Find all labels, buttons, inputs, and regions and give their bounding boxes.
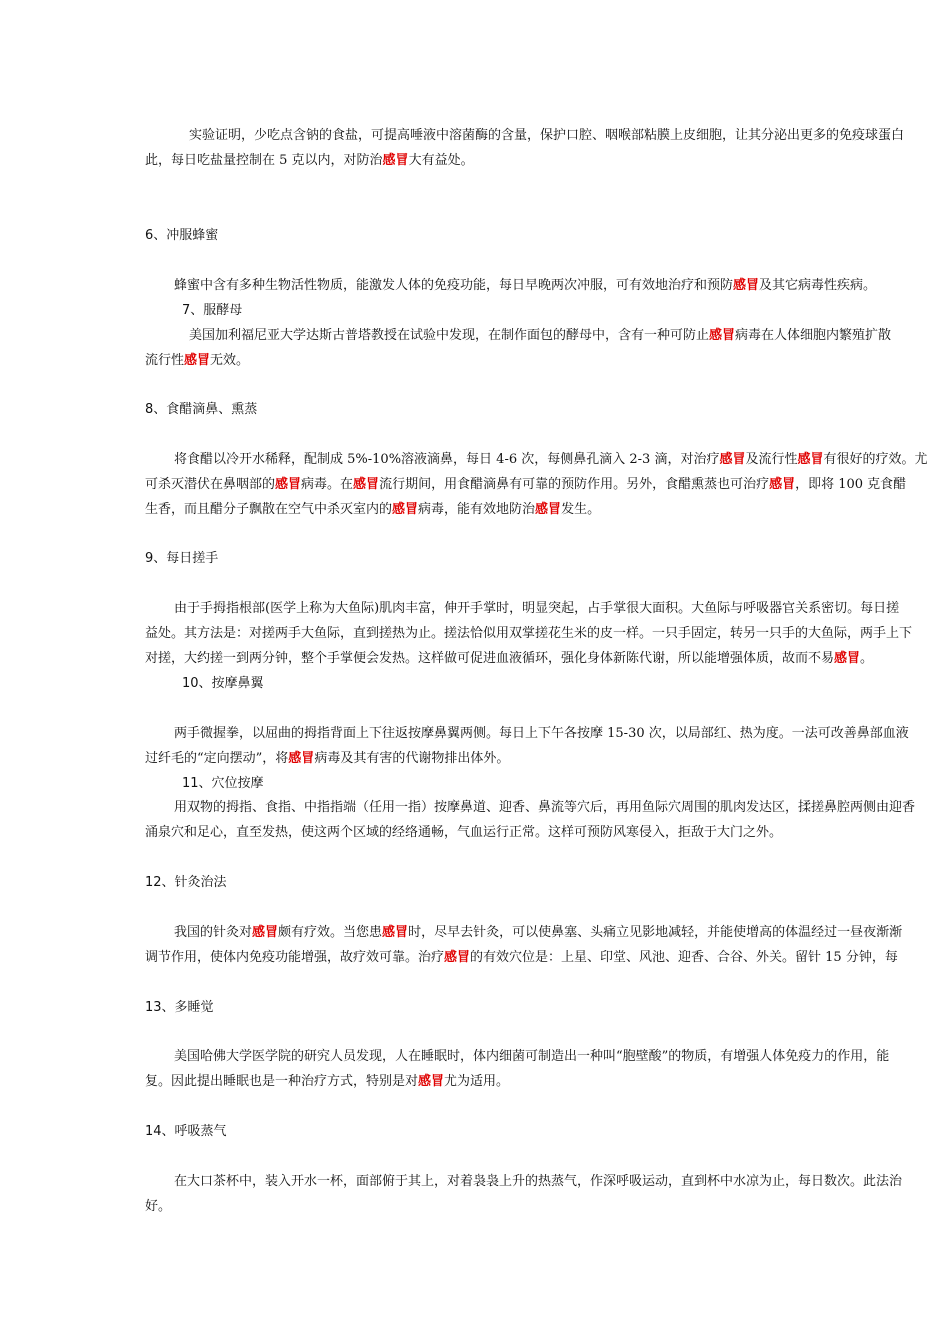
text: 流行性 <box>145 353 185 368</box>
text: 病毒，能有效地防治 <box>418 502 536 517</box>
text: 时，尽早去针灸，可以使鼻塞、头痛立见影地减轻，并能使增高的体温经过一昼夜渐渐 <box>408 925 903 940</box>
paragraph-line <box>145 798 950 818</box>
text: 调节作用，使体内免疫功能增强，故疗效可靠。治疗 <box>145 950 445 965</box>
text: 无效。 <box>210 353 250 368</box>
text: 大有益处。 <box>408 153 474 168</box>
text: 此，每日吃盐量控制在 5 克以内，对防治 <box>145 153 383 168</box>
text: 发生。 <box>561 502 601 517</box>
paragraph-line <box>145 276 950 296</box>
text: 在大口茶杯中，装入开水一杯，面部俯于其上，对着袅袅上升的热蒸气，作深呼吸运动，直到杯中水凉为止，每日数次。此法治 <box>174 1174 903 1189</box>
paragraph-line <box>145 326 950 346</box>
paragraph-line <box>145 749 950 769</box>
keyword-highlight: 感冒 <box>252 925 279 940</box>
text: 美国加利福尼亚大学达斯古普塔教授在试验中发现，在制作面包的酵母中，含有一种可防止 <box>189 328 710 343</box>
text: 可杀灭潜伏在鼻咽部的 <box>145 477 276 492</box>
paragraph-line <box>145 1047 950 1067</box>
paragraph-line <box>145 1197 950 1217</box>
text: ，即将 100 克食醋 <box>795 477 907 492</box>
text: 病毒在人体细胞内繁殖扩散 <box>735 328 892 343</box>
paragraph-line <box>145 624 950 644</box>
keyword-highlight: 感冒 <box>535 502 562 517</box>
text: 流行期间，用食醋滴鼻有可靠的预防作用。另外，食醋熏蒸也可治疗 <box>379 477 770 492</box>
keyword-highlight: 感冒 <box>353 477 380 492</box>
section-heading: 14、呼吸蒸气 <box>145 1124 227 1139</box>
text: 蜂蜜中含有多种生物活性物质，能激发人体的免疫功能，每日早晚两次冲服，可有效地治疗和预防 <box>174 278 734 293</box>
text: 有很好的疗效。尤 <box>823 452 928 467</box>
section-heading: 9、每日搓手 <box>145 551 219 566</box>
text: 病毒。在 <box>301 477 354 492</box>
paragraph-line <box>145 475 950 495</box>
text: 尤为适用。 <box>444 1074 510 1089</box>
paragraph-line <box>145 724 950 744</box>
text: 过纤毛的“定向摆动”，将 <box>145 751 289 766</box>
text: 我国的针灸对 <box>174 925 253 940</box>
keyword-highlight: 感冒 <box>733 278 760 293</box>
text: 生香，而且醋分子飘散在空气中杀灭室内的 <box>145 502 393 517</box>
section-heading: 10、按摩鼻翼 <box>182 676 264 691</box>
text: 用双物的拇指、食指、中指指端（任用一指）按摩鼻道、迎香、鼻流等穴后，再用鱼际穴周围的肌肉发达区，揉搓鼻腔两侧由迎香 <box>174 800 916 815</box>
keyword-highlight: 感冒 <box>288 751 315 766</box>
text: 的有效穴位是：上星、印堂、风池、迎香、合谷、外关。留针 15 分钟，每 <box>470 950 898 965</box>
text: 将食醋以冷开水稀释，配制成 5%-10%溶液滴鼻，每日 4-6 次，每侧鼻孔滴入 2-3 滴，对治疗 <box>174 452 720 467</box>
text: 两手微握拳，以屈曲的拇指背面上下往返按摩鼻翼两侧。每日上下午各按摩 15-30 次，以局部红、热为度。一法可改善鼻部血液 <box>174 726 909 741</box>
keyword-highlight: 感冒 <box>797 452 824 467</box>
text: 由于手拇指根部(医学上称为大鱼际)肌肉丰富，伸开手掌时，明显突起，占手掌很大面积。大鱼际与呼吸器官关系密切。每日搓 <box>174 601 900 616</box>
keyword-highlight: 感冒 <box>418 1074 445 1089</box>
keyword-highlight: 感冒 <box>184 353 211 368</box>
paragraph-line <box>145 500 950 520</box>
text: 美国哈佛大学医学院的研究人员发现，人在睡眠时，体内细菌可制造出一种叫“胞壁酸”的物质，有增强人体免疫力的作用，能 <box>174 1049 890 1064</box>
keyword-highlight: 感冒 <box>382 153 409 168</box>
section-heading: 8、食醋滴鼻、熏蒸 <box>145 402 258 417</box>
keyword-highlight: 感冒 <box>392 502 419 517</box>
text: 病毒及其有害的代谢物排出体外。 <box>314 751 510 766</box>
text: 及其它病毒性疾病。 <box>759 278 877 293</box>
paragraph-line <box>145 151 950 171</box>
paragraph-line <box>145 599 950 619</box>
keyword-highlight: 感冒 <box>719 452 746 467</box>
section-heading: 7、服酵母 <box>182 303 243 318</box>
text: 实验证明，少吃点含钠的食盐，可提高唾液中溶菌酶的含量，保护口腔、咽喉部粘膜上皮细胞，让其分泌出更多的免疫球蛋白 <box>189 128 905 143</box>
text: 复。因此提出睡眠也是一种治疗方式，特别是对 <box>145 1074 419 1089</box>
section-heading: 13、多睡觉 <box>145 1000 214 1015</box>
keyword-highlight: 感冒 <box>444 950 471 965</box>
paragraph-line <box>145 923 950 943</box>
text: 对搓，大约搓一到两分钟，整个手掌便会发热。这样做可促进血液循环，强化身体新陈代谢，所以能增强体质，故而不易 <box>145 651 835 666</box>
text: 好。 <box>145 1199 172 1214</box>
paragraph-line <box>145 1072 950 1092</box>
paragraph-line <box>145 823 950 843</box>
section-heading: 12、针灸治法 <box>145 875 227 890</box>
keyword-highlight: 感冒 <box>382 925 409 940</box>
paragraph-line <box>145 948 950 968</box>
text: 。 <box>860 651 874 666</box>
paragraph-line <box>145 126 950 146</box>
keyword-highlight: 感冒 <box>275 477 302 492</box>
text: 益处。其方法是：对搓两手大鱼际，直到搓热为止。搓法恰似用双掌搓花生米的皮一样。一只手固定，转另一只手的大鱼际，两手上下 <box>145 626 913 641</box>
paragraph-line <box>145 1172 950 1192</box>
keyword-highlight: 感冒 <box>709 328 736 343</box>
text: 涌泉穴和足心，直至发热，使这两个区域的经络通畅，气血运行正常。这样可预防风寒侵入，拒敌于大门之外。 <box>145 825 783 840</box>
text: 及流行性 <box>745 452 798 467</box>
paragraph-line <box>145 351 950 371</box>
text: 颇有疗效。当您患 <box>278 925 383 940</box>
section-heading: 6、冲服蜂蜜 <box>145 228 219 243</box>
keyword-highlight: 感冒 <box>769 477 796 492</box>
paragraph-line <box>145 450 950 470</box>
section-heading: 11、穴位按摩 <box>182 776 264 791</box>
keyword-highlight: 感冒 <box>834 651 861 666</box>
paragraph-line <box>145 649 950 669</box>
